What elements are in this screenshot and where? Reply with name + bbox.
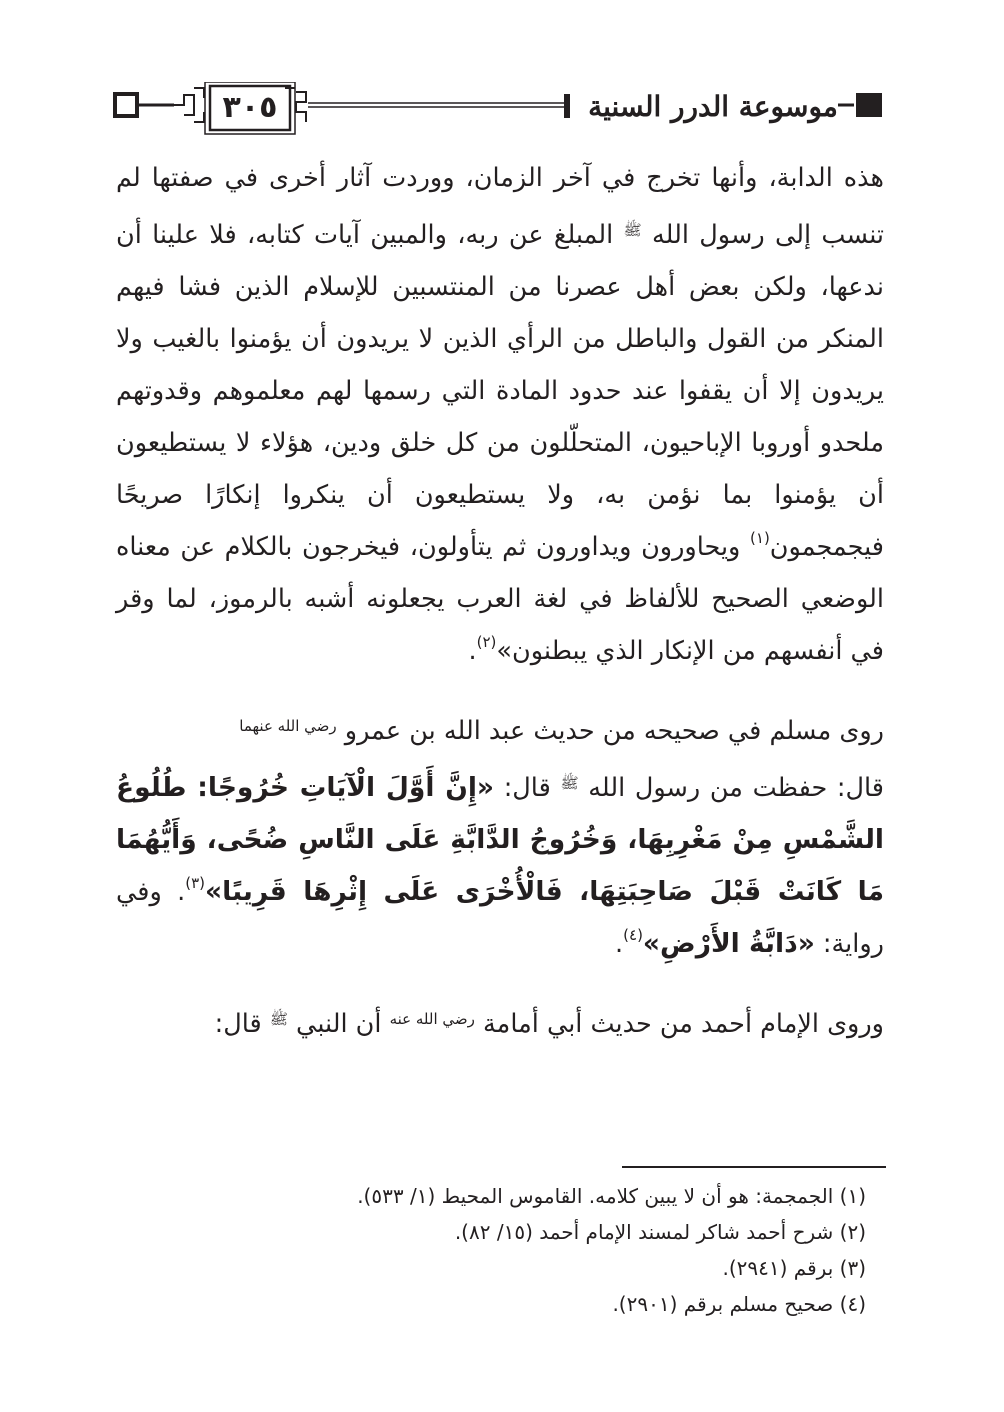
hadith-text: «إِنَّ أَوَّلَ الْآيَاتِ خُرُوجًا: طُلُوعُ الشَّمْسِ مِنْ مَغْرِبِهَا، وَخُرُوجُ الدَّابَّةِ عَلَى النَّاسِ ضُحًى، وَأَيُّهُمَا مَا كَانَتْ قَبْلَ صَاحِبَتِهَا، فَالْأُخْرَى عَلَى إِثْرِهَا قَرِيبًا» xyxy=(116,772,884,907)
paragraph-text: قال: xyxy=(494,773,561,803)
footnotes-list xyxy=(116,1178,884,1322)
paragraph-text: روى مسلم في صحيحه من حديث عبد الله بن عمرو xyxy=(336,716,884,746)
footnote-1: (١) الجمجمة: هو أن لا يبين كلامه. القاموس المحيط (١/ ٥٣٣). xyxy=(357,1184,866,1208)
paragraph-3 xyxy=(116,993,884,1050)
paragraph-text: المبلغ عن ربه، والمبين آيات كتابه، فلا علينا أن ندعها، ولكن بعض أهل عصرنا من المنتسبين للإسلام الذين فشا فيهم المنكر من القول والباطل من الرأي الذين لا يريدون أن يؤمنوا بالغيب ولا يريدون إلا أن يقفوا عند حدود المادة التي رسمها لهم معلموهم وقدوتهم ملحدو أوروبا الإباحيون، المتحلّلون من كل خلق ودين، هؤلاء لا يستطيعون أن يؤمنوا بما نؤمن به، ولا يستطيعون أن ينكروا إنكارًا صريحًا فيجمجمون xyxy=(116,220,884,562)
paragraph-text: قال: حفظت من رسول الله xyxy=(578,773,884,803)
salutation-glyph: ﷺ xyxy=(560,774,579,792)
footnote-ref-2[interactable]: (٢) xyxy=(476,633,497,651)
salutation-glyph: ﷺ xyxy=(623,221,642,239)
companion-salutation: رضي الله عنهما xyxy=(239,717,337,735)
paragraph-text: قال: xyxy=(214,1009,270,1039)
paragraph-1 xyxy=(116,152,884,677)
footnote-2: (٢) شرح أحمد شاكر لمسند الإمام أحمد (١٥/ ٨٢). xyxy=(454,1220,866,1244)
paragraph-text: وروى الإمام أحمد من حديث أبي أمامة xyxy=(474,1009,884,1039)
salutation-glyph: ﷺ xyxy=(269,1010,288,1028)
paragraph-text: ويحاورون ويداورون ثم يتأولون، فيخرجون بالكلام عن معناه الوضعي الصحيح للألفاظ في لغة العرب يجعلونه أشبه بالرموز، لما وقر في أنفسهم من الإنكار الذي يبطنون» xyxy=(116,532,884,666)
footnote-3: (٣) برقم (٢٩٤١). xyxy=(722,1256,866,1280)
page-header xyxy=(112,82,888,144)
hadith-text-2: «دَابَّةُ الأَرْضِ» xyxy=(642,928,815,959)
page-number: ٣٠٥ xyxy=(222,90,278,125)
paragraph-2 xyxy=(116,700,884,970)
footnote-ref-1[interactable]: (١) xyxy=(750,529,770,547)
footnote-4: (٤) صحيح مسلم برقم (٢٩٠١). xyxy=(612,1292,866,1316)
paragraph-text: أن النبي xyxy=(287,1009,390,1039)
main-text xyxy=(116,152,884,1050)
companion-salutation: رضي الله عنه xyxy=(389,1010,475,1028)
book-title-logo: موسوعة الدرر السنية xyxy=(588,84,838,130)
paragraph-text: هذه الدابة، وأنها تخرج في آخر الزمان، ووردت آثار أخرى في صفتها لم تنسب إلى رسول الله xyxy=(116,163,884,250)
footnote-separator xyxy=(622,1166,886,1168)
footnote-ref-4[interactable]: (٤) xyxy=(623,926,643,944)
paragraph-text: . وفي رواية: xyxy=(116,877,884,959)
paragraph-text: . xyxy=(468,636,477,666)
paragraph-text: . xyxy=(615,929,624,959)
footnote-ref-3[interactable]: (٣) xyxy=(185,874,206,892)
